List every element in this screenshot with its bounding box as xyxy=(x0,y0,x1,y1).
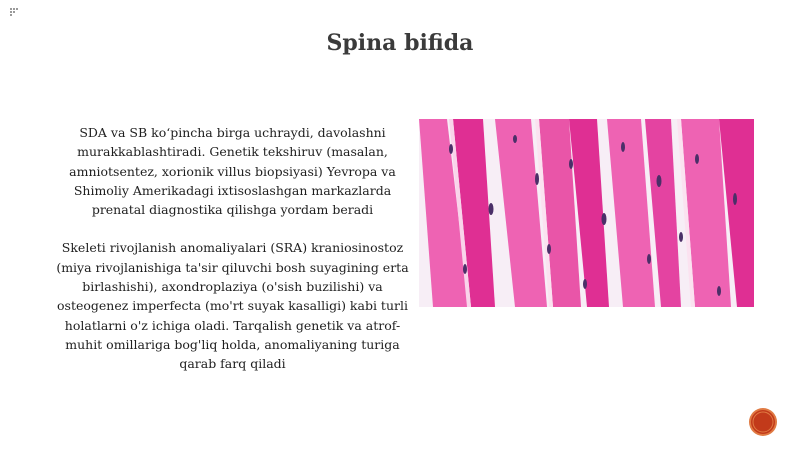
corner-decoration-icon xyxy=(10,8,22,20)
next-slide-button[interactable] xyxy=(748,407,778,437)
muscle-tissue-micrograph xyxy=(419,119,754,307)
slide-title: Spina bifida xyxy=(326,30,474,56)
paragraph-skeletal-anomalies: Skeleti rivojlanish anomaliyalari (SRA) kraniosinostoz (miya rivojlanishiga ta'sir qiluvchi bosh suyagining erta birlashishi), axondroplaziya (o'sish buzilishi) va osteogenez imperfecta (mo'rt suyak kasalligi) kabi turli holatlarni o'z ichiga oladi. Tarqalish genetik va atrof-muhit omillariga bog'liq holda, anomaliyaning turiga qarab farq qiladi xyxy=(56,240,409,372)
slide-body xyxy=(50,123,415,374)
paragraph-genetic-testing: SDA va SB ko‘pincha birga uchraydi, davolashni murakkablashtiradi. Genetik tekshiruv (masalan, amniotsentez, xorionik villus biopsiyasi) Yevropa va Shimoliy Amerikadagi ixtisoslashgan markazlarda prenatal diagnostika qilishga yordam beradi xyxy=(69,125,396,218)
